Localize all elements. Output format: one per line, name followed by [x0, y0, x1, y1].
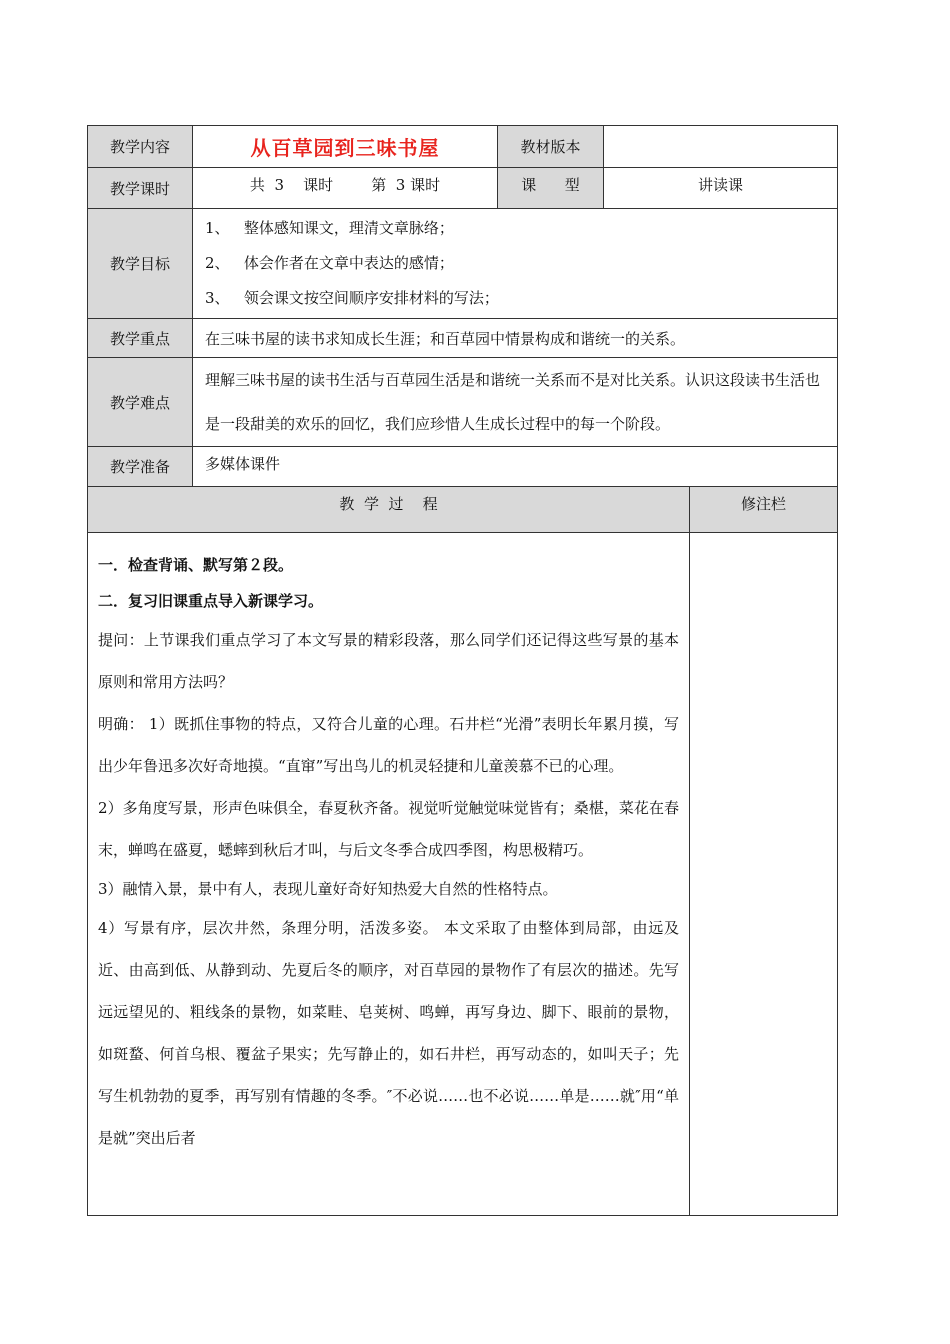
notes-heading: 修注栏	[690, 487, 838, 533]
process-step: 二．复习旧课重点导入新课学习。	[98, 592, 324, 610]
label-edition: 教材版本	[498, 126, 604, 168]
label-focus: 教学重点	[88, 319, 193, 358]
value-hours: 共 3 课时 第 3 课时	[193, 168, 498, 209]
process-paragraph: 3）融情入景，景中有人，表现儿童好奇好知热爱大自然的性格特点。	[98, 880, 558, 898]
row-goals	[88, 209, 838, 319]
label-type: 课 型	[498, 168, 604, 209]
process-paragraph: 明确： 1）既抓住事物的特点，又符合儿童的心理。石井栏“光滑”表明长年累月摸，写出少年鲁迅多次好奇地摸。“直窜”写出鸟儿的机灵轻捷和儿童羡慕不已的心理。	[98, 715, 679, 775]
row-process-body	[88, 533, 838, 1216]
process-heading: 教 学 过 程	[88, 487, 690, 533]
row-process-header	[88, 487, 838, 533]
lesson-plan-table	[87, 125, 838, 1216]
process-paragraph: 提问：上节课我们重点学习了本文写景的精彩段落，那么同学们还记得这些写景的基本原则和常用方法吗？	[98, 631, 679, 691]
process-paragraph: 2）多角度写景，形声色味俱全，春夏秋齐备。视觉听觉触觉味觉皆有；桑椹，菜花在春末，蝉鸣在盛夏，蟋蟀到秋后才叫，与后文冬季合成四季图，构思极精巧。	[98, 799, 679, 859]
goals-list	[193, 209, 838, 319]
row-prep	[88, 447, 838, 487]
value-type: 讲读课	[604, 168, 838, 209]
label-content: 教学内容	[88, 126, 193, 168]
notes-column	[690, 533, 838, 1216]
label-prep: 教学准备	[88, 447, 193, 487]
goal-item: 2、 体会作者在文章中表达的感情；	[205, 254, 454, 272]
label-hours: 教学课时	[88, 168, 193, 209]
value-difficulty: 理解三味书屋的读书生活与百草园生活是和谐统一关系而不是对比关系。认识这段读书生活也是一段甜美的欢乐的回忆，我们应珍惜人生成长过程中的每一个阶段。	[193, 358, 838, 447]
goal-item: 1、 整体感知课文，理清文章脉络；	[205, 219, 454, 237]
value-prep: 多媒体课件	[193, 447, 838, 487]
lesson-title-cell	[193, 126, 498, 168]
row-difficulty	[88, 358, 838, 447]
process-step: 一．检查背诵、默写第２段。	[98, 556, 294, 574]
process-body	[88, 533, 690, 1216]
row-content	[88, 126, 838, 168]
label-goals: 教学目标	[88, 209, 193, 319]
value-edition	[604, 126, 838, 168]
label-difficulty: 教学难点	[88, 358, 193, 447]
lesson-title: 从百草园到三味书屋	[250, 136, 440, 160]
row-hours	[88, 168, 838, 209]
value-focus: 在三味书屋的读书求知成长生涯；和百草园中情景构成和谐统一的关系。	[193, 319, 838, 358]
row-focus	[88, 319, 838, 358]
goal-item: 3、 领会课文按空间顺序安排材料的写法；	[205, 289, 499, 307]
process-paragraph: 4）写景有序，层次井然，条理分明，活泼多姿。 本文采取了由整体到局部，由远及近、由高到低、从静到动、先夏后冬的顺序，对百草园的景物作了有层次的描述。先写远远望见的、粗线条的景物，如菜畦、皂荚树、鸣蝉，再写身边、脚下、眼前的景物，如斑蝥、何首乌根、覆盆子果实；先写静止的，如石井栏，再写动态的，如叫天子；先写生机勃勃的夏季，再写别有情趣的冬季。″不必说……也不必说……单是……就″用“单是就”突出后者	[98, 919, 679, 1147]
